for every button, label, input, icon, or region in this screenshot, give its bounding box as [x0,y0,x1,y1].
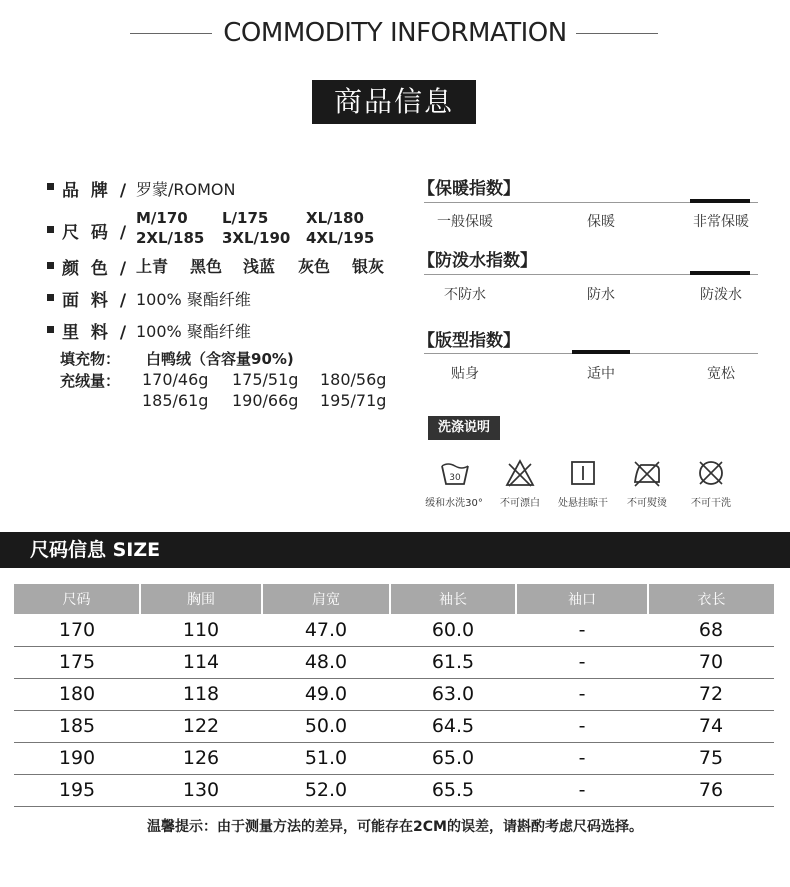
table-cell: 64.5 [390,710,516,742]
fit-option: 适中 [587,366,615,382]
no-bleach-label: 不可漂白 [500,498,540,509]
size-label: 尺 码 / [62,223,130,243]
fit-index-title: 【版型指数】 [418,331,520,351]
column-header: 胸围 [140,584,262,614]
waterproof-option: 防水 [587,287,615,303]
bullet-icon [47,262,54,269]
table-row [14,742,774,774]
bullet-icon [47,294,54,301]
table-cell: 68 [648,614,774,646]
color-value: 浅蓝 [243,257,276,276]
no-dryclean-label: 不可干洗 [691,498,731,509]
lining-value: 100% 聚酯纤维 [136,322,251,341]
table-cell: 74 [648,710,774,742]
table-cell: 175 [14,646,140,678]
fill-amount-value: 170/46g [142,370,209,389]
waterproof-index-title: 【防泼水指数】 [418,251,537,271]
fit-index-marker [572,350,630,354]
wash-30-icon [440,458,470,488]
title-chinese-banner: 商品信息 [312,80,476,124]
table-cell: 50.0 [262,710,390,742]
size-value: M/170 [136,209,188,227]
table-cell: 195 [14,774,140,806]
no-iron-label: 不可熨烫 [627,498,667,509]
warmth-option: 保暖 [587,214,615,230]
table-row [14,646,774,678]
table-cell: 49.0 [262,678,390,710]
fill-amount-value: 180/56g [320,370,387,389]
bullet-icon [47,183,54,190]
table-cell: 110 [140,614,262,646]
table-cell: - [516,742,648,774]
hang-dry-icon [568,458,598,488]
table-cell: 114 [140,646,262,678]
color-value: 上青 [136,257,169,276]
column-header: 袖口 [516,584,648,614]
column-header: 袖长 [390,584,516,614]
size-value: L/175 [222,209,269,227]
no-iron-icon [632,458,662,488]
color-label: 颜 色 / [62,259,130,279]
lining-label: 里 料 / [62,323,130,343]
size-value: 4XL/195 [306,229,375,247]
table-cell: 75 [648,742,774,774]
bullet-icon [47,326,54,333]
warmth-index-marker [690,199,750,203]
table-cell: - [516,678,648,710]
table-cell: 47.0 [262,614,390,646]
table-cell: 51.0 [262,742,390,774]
hang-dry-label: 处悬挂晾干 [558,498,608,509]
title-english: COMMODITY INFORMATION [223,18,567,48]
size-value: 2XL/185 [136,229,205,247]
table-row [14,774,774,806]
fabric-label: 面 料 / [62,291,130,311]
table-cell: 65.5 [390,774,516,806]
color-value: 银灰 [352,257,385,276]
table-cell: 180 [14,678,140,710]
table-cell: 52.0 [262,774,390,806]
table-header-row [14,584,774,614]
svg-text:30: 30 [449,473,461,483]
table-cell: 170 [14,614,140,646]
table-cell: 185 [14,710,140,742]
wash-30-label: 缓和水洗30° [425,498,483,509]
fill-amount-value: 190/66g [232,391,299,410]
waterproof-index-marker [690,271,750,275]
brand-label: 品 牌 / [62,181,130,201]
table-cell: 65.0 [390,742,516,774]
color-value: 灰色 [298,257,331,276]
table-row [14,614,774,646]
table-cell: 76 [648,774,774,806]
fabric-value: 100% 聚酯纤维 [136,290,251,309]
warmth-index-title: 【保暖指数】 [418,179,520,199]
size-section-title: 尺码信息 SIZE [0,532,790,568]
size-value: 3XL/190 [222,229,291,247]
table-cell: 190 [14,742,140,774]
bullet-icon [47,226,54,233]
no-dryclean-icon [696,458,726,488]
table-cell: - [516,614,648,646]
washing-title: 洗涤说明 [428,416,500,440]
table-row [14,678,774,710]
fit-option: 宽松 [707,366,735,382]
table-cell: 61.5 [390,646,516,678]
table-cell: 118 [140,678,262,710]
fit-option: 贴身 [451,366,479,382]
size-value: XL/180 [306,209,364,227]
fill-amount-label: 充绒量： [60,372,121,390]
filling-value: 白鸭绒（含容量90%) [146,350,294,368]
fill-amount-value: 175/51g [232,370,299,389]
size-table [14,584,774,807]
waterproof-option: 不防水 [444,287,486,303]
waterproof-option: 防泼水 [700,287,742,303]
table-cell: 122 [140,710,262,742]
fill-amount-value: 195/71g [320,391,387,410]
table-cell: 130 [140,774,262,806]
warmth-option: 非常保暖 [693,214,749,230]
table-cell: 60.0 [390,614,516,646]
table-cell: 48.0 [262,646,390,678]
table-cell: 72 [648,678,774,710]
brand-value: 罗蒙/ROMON [136,180,236,199]
table-cell: 126 [140,742,262,774]
table-cell: - [516,646,648,678]
column-header: 衣长 [648,584,774,614]
no-bleach-icon [505,458,535,488]
filling-label: 填充物： [60,350,121,368]
column-header: 尺码 [14,584,140,614]
table-cell: - [516,710,648,742]
table-row [14,710,774,742]
column-header: 肩宽 [262,584,390,614]
size-note: 温馨提示：由于测量方法的差异，可能存在2CM的误差，请斟酌考虑尺码选择。 [147,819,643,835]
fill-amount-value: 185/61g [142,391,209,410]
warmth-option: 一般保暖 [437,214,493,230]
color-value: 黑色 [190,257,223,276]
table-cell: 63.0 [390,678,516,710]
table-cell: - [516,774,648,806]
table-cell: 70 [648,646,774,678]
